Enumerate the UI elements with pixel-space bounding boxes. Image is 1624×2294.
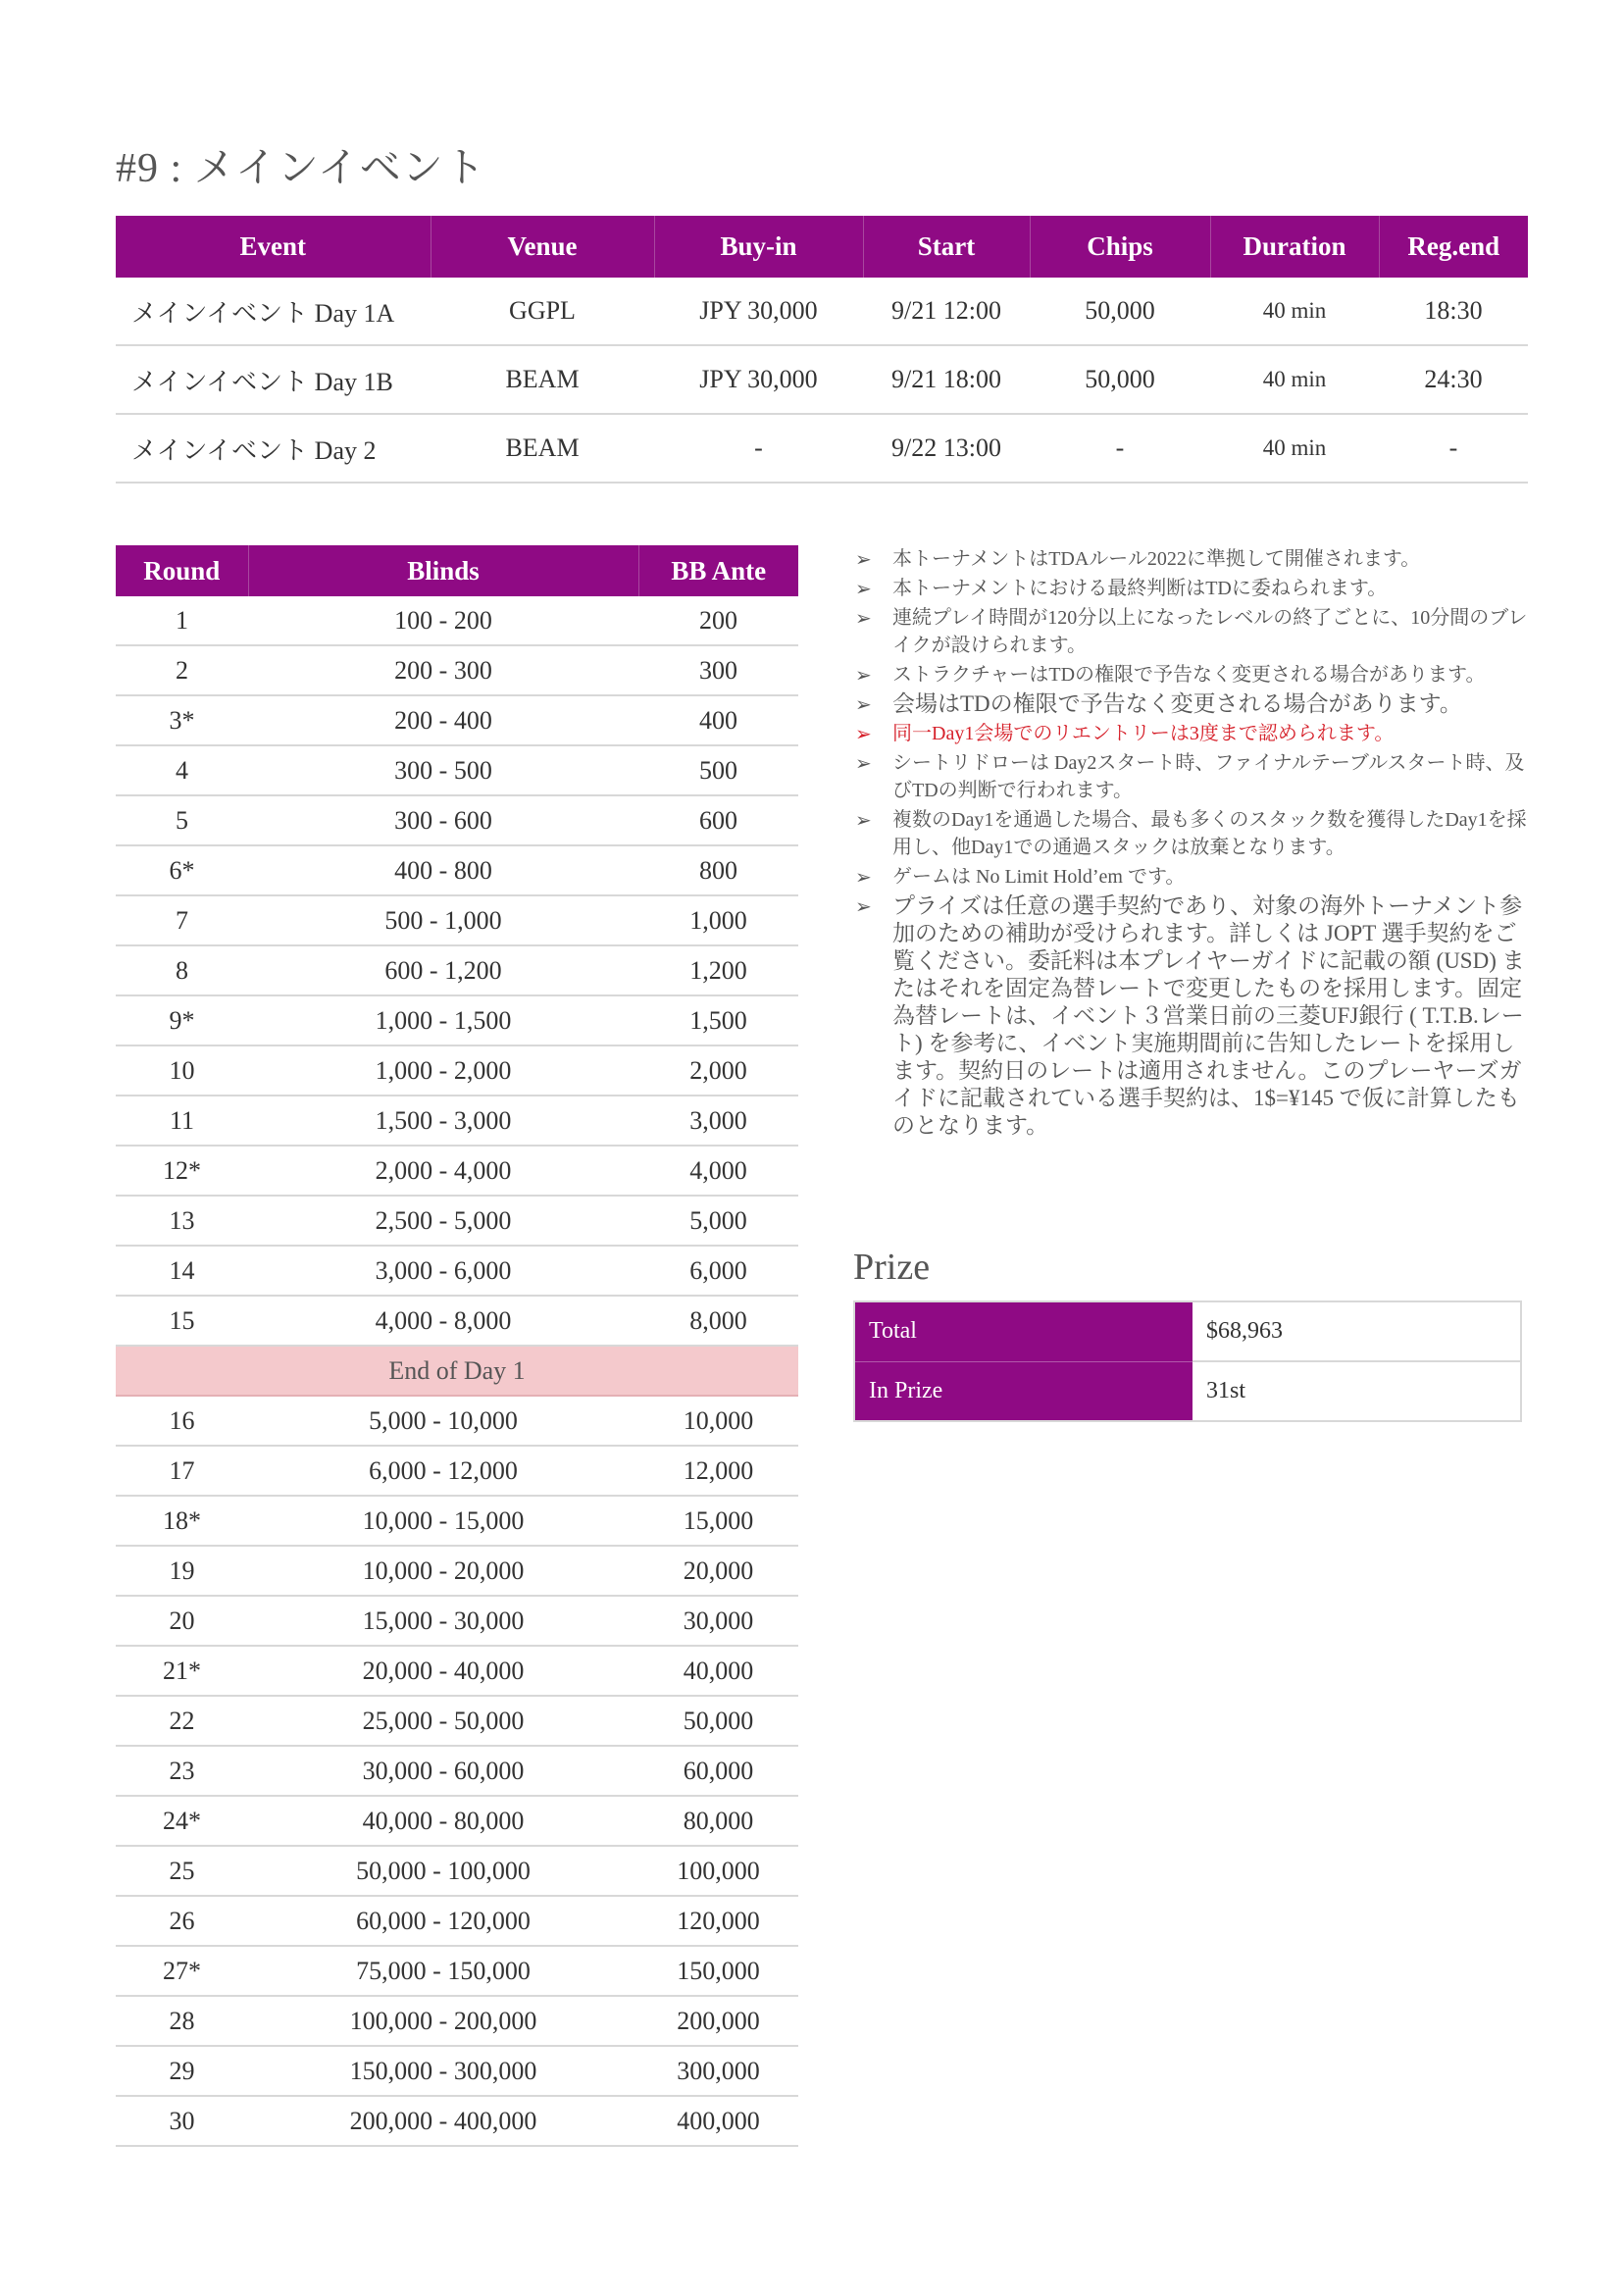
bb-ante-cell: 1,500 <box>638 995 798 1045</box>
event-duration: 40 min <box>1210 414 1379 483</box>
prize-total-row <box>854 1301 1521 1361</box>
round-cell: 11 <box>116 1096 248 1146</box>
col-header-bb-ante: BB Ante <box>638 545 798 596</box>
blinds-cell: 50,000 - 100,000 <box>248 1846 638 1896</box>
bb-ante-cell: 120,000 <box>638 1896 798 1946</box>
note-item <box>853 806 1530 861</box>
round-cell: 28 <box>116 1996 248 2046</box>
round-cell: 27* <box>116 1946 248 1996</box>
structure-table-header <box>116 545 798 596</box>
prize-total-value: $68,963 <box>1193 1301 1521 1361</box>
col-header-round: Round <box>116 545 248 596</box>
event-venue: GGPL <box>431 278 654 345</box>
event-start: 9/21 12:00 <box>863 278 1030 345</box>
table-row <box>116 795 798 845</box>
blinds-cell: 30,000 - 60,000 <box>248 1746 638 1796</box>
bb-ante-cell: 80,000 <box>638 1796 798 1846</box>
round-cell: 12* <box>116 1146 248 1196</box>
round-cell: 8 <box>116 945 248 995</box>
table-row <box>116 1246 798 1296</box>
table-row <box>116 1946 798 1996</box>
table-row <box>116 1596 798 1646</box>
blinds-cell: 1,000 - 1,500 <box>248 995 638 1045</box>
prize-total-label: Total <box>854 1301 1193 1361</box>
round-cell: 25 <box>116 1846 248 1896</box>
arrow-bullet-icon: ➢ <box>855 606 872 630</box>
blinds-cell: 400 - 800 <box>248 845 638 895</box>
table-row <box>116 1396 798 1446</box>
note-item <box>853 604 1530 659</box>
round-cell: 20 <box>116 1596 248 1646</box>
round-cell: 21* <box>116 1646 248 1696</box>
bb-ante-cell: 5,000 <box>638 1196 798 1246</box>
blinds-cell: 25,000 - 50,000 <box>248 1696 638 1746</box>
bb-ante-cell: 1,000 <box>638 895 798 945</box>
round-cell: 30 <box>116 2096 248 2146</box>
note-item <box>853 863 1530 891</box>
table-row <box>116 995 798 1045</box>
note-text: 本トーナメントにおける最終判断はTDに委ねられます。 <box>892 578 1388 599</box>
table-row <box>116 845 798 895</box>
bb-ante-cell: 500 <box>638 745 798 795</box>
bb-ante-cell: 400 <box>638 695 798 745</box>
blinds-cell: 200,000 - 400,000 <box>248 2096 638 2146</box>
event-name: メインイベント Day 1A <box>116 278 431 345</box>
bb-ante-cell: 300 <box>638 645 798 695</box>
note-item <box>853 575 1530 602</box>
event-duration: 40 min <box>1210 278 1379 345</box>
event-duration: 40 min <box>1210 345 1379 414</box>
event-start: 9/22 13:00 <box>863 414 1030 483</box>
bb-ante-cell: 600 <box>638 795 798 845</box>
col-header-event: Event <box>116 216 431 278</box>
note-text: 連続プレイ時間が120分以上になったレベルの終了ごとに、10分間のブレイクが設けられます。 <box>892 607 1528 656</box>
col-header-buyin: Buy-in <box>654 216 863 278</box>
table-row <box>116 2096 798 2146</box>
blinds-cell: 4,000 - 8,000 <box>248 1296 638 1346</box>
blinds-cell: 100 - 200 <box>248 596 638 645</box>
page-title: #9 : メインイベント <box>116 146 486 191</box>
col-header-regend: Reg.end <box>1379 216 1528 278</box>
table-row <box>116 1896 798 1946</box>
table-row <box>116 1496 798 1546</box>
blinds-cell: 3,000 - 6,000 <box>248 1246 638 1296</box>
structure-table-body <box>116 596 798 2146</box>
blinds-cell: 2,500 - 5,000 <box>248 1196 638 1246</box>
blinds-cell: 200 - 300 <box>248 645 638 695</box>
note-item <box>853 690 1530 718</box>
col-header-duration: Duration <box>1210 216 1379 278</box>
blinds-cell: 5,000 - 10,000 <box>248 1396 638 1446</box>
round-cell: 18* <box>116 1496 248 1546</box>
bb-ante-cell: 200 <box>638 596 798 645</box>
table-row <box>116 1746 798 1796</box>
note-text: プライズは任意の選手契約であり、対象の海外トーナメント参加のための補助が受けられます。詳しくは JOPT 選手契約をご覧ください。委託料は本プレイヤーガイドに記載の額 (USD) またはそれを固定為替レートで変更したものを採用します。固定為替レートは、イベント３営業日前の三菱UFJ銀行 ( T.T.B.レート) を参考に、イベント実施期間前に告知したレートを採用します。契約日のレートは適用されません。このプレーヤーズガイドに記載されている選手契約は、1$=¥145 で仮に計算したものとなります。 <box>892 893 1525 1138</box>
note-item <box>853 720 1530 747</box>
table-row <box>116 695 798 745</box>
blinds-cell: 150,000 - 300,000 <box>248 2046 638 2096</box>
round-cell: 14 <box>116 1246 248 1296</box>
event-venue: BEAM <box>431 414 654 483</box>
event-table-header <box>116 216 1528 278</box>
event-table <box>116 216 1528 484</box>
end-of-day-label: End of Day 1 <box>116 1346 798 1396</box>
bb-ante-cell: 30,000 <box>638 1596 798 1646</box>
prize-title: Prize <box>853 1247 931 1288</box>
blinds-cell: 200 - 400 <box>248 695 638 745</box>
round-cell: 19 <box>116 1546 248 1596</box>
table-row <box>116 1446 798 1496</box>
note-text: ゲームは No Limit Hold’em です。 <box>892 866 1186 888</box>
note-text: 同一Day1会場でのリエントリーは3度まで認められます。 <box>892 723 1395 744</box>
note-text: シートリドローは Day2スタート時、ファイナルテーブルスタート時、及びTDの判断で行われます。 <box>892 752 1525 801</box>
bb-ante-cell: 15,000 <box>638 1496 798 1546</box>
table-row <box>116 1045 798 1096</box>
round-cell: 15 <box>116 1296 248 1346</box>
event-chips: 50,000 <box>1030 278 1210 345</box>
bb-ante-cell: 2,000 <box>638 1045 798 1096</box>
bb-ante-cell: 60,000 <box>638 1746 798 1796</box>
blinds-cell: 10,000 - 20,000 <box>248 1546 638 1596</box>
bb-ante-cell: 50,000 <box>638 1696 798 1746</box>
bb-ante-cell: 12,000 <box>638 1446 798 1496</box>
round-cell: 16 <box>116 1396 248 1446</box>
bb-ante-cell: 6,000 <box>638 1246 798 1296</box>
table-row <box>116 945 798 995</box>
table-row <box>116 745 798 795</box>
blinds-cell: 600 - 1,200 <box>248 945 638 995</box>
round-cell: 24* <box>116 1796 248 1846</box>
blind-structure-table <box>116 545 798 2147</box>
blinds-cell: 15,000 - 30,000 <box>248 1596 638 1646</box>
blinds-cell: 1,000 - 2,000 <box>248 1045 638 1096</box>
table-row <box>116 1996 798 2046</box>
note-item <box>853 661 1530 688</box>
round-cell: 10 <box>116 1045 248 1096</box>
note-item <box>853 892 1530 1140</box>
event-name: メインイベント Day 1B <box>116 345 431 414</box>
event-chips: 50,000 <box>1030 345 1210 414</box>
blinds-cell: 60,000 - 120,000 <box>248 1896 638 1946</box>
bb-ante-cell: 40,000 <box>638 1646 798 1696</box>
end-of-day-row <box>116 1346 798 1396</box>
table-row <box>116 278 1528 345</box>
table-row <box>116 1696 798 1746</box>
round-cell: 4 <box>116 745 248 795</box>
note-text: 会場はTDの権限で予告なく変更される場合があります。 <box>892 691 1462 716</box>
table-row <box>116 1796 798 1846</box>
arrow-bullet-icon: ➢ <box>855 751 872 775</box>
arrow-bullet-icon: ➢ <box>855 865 872 889</box>
note-text: 複数のDay1を通過した場合、最も多くのスタック数を獲得したDay1を採用し、他Day1での通過スタックは放棄となります。 <box>892 809 1527 858</box>
event-chips: - <box>1030 414 1210 483</box>
bb-ante-cell: 800 <box>638 845 798 895</box>
table-row <box>116 1846 798 1896</box>
event-buyin: JPY 30,000 <box>654 345 863 414</box>
round-cell: 9* <box>116 995 248 1045</box>
blinds-cell: 20,000 - 40,000 <box>248 1646 638 1696</box>
note-item <box>853 749 1530 804</box>
table-row <box>116 345 1528 414</box>
event-buyin: JPY 30,000 <box>654 278 863 345</box>
event-regend: - <box>1379 414 1528 483</box>
blinds-cell: 100,000 - 200,000 <box>248 1996 638 2046</box>
table-row <box>116 1146 798 1196</box>
arrow-bullet-icon: ➢ <box>855 577 872 600</box>
blinds-cell: 10,000 - 15,000 <box>248 1496 638 1546</box>
event-regend: 24:30 <box>1379 345 1528 414</box>
rules-notes-list <box>853 545 1530 1142</box>
round-cell: 2 <box>116 645 248 695</box>
round-cell: 13 <box>116 1196 248 1246</box>
blinds-cell: 75,000 - 150,000 <box>248 1946 638 1996</box>
round-cell: 22 <box>116 1696 248 1746</box>
table-row <box>116 1546 798 1596</box>
blinds-cell: 300 - 500 <box>248 745 638 795</box>
blinds-cell: 300 - 600 <box>248 795 638 845</box>
bb-ante-cell: 8,000 <box>638 1296 798 1346</box>
event-regend: 18:30 <box>1379 278 1528 345</box>
arrow-bullet-icon: ➢ <box>855 808 872 832</box>
bb-ante-cell: 150,000 <box>638 1946 798 1996</box>
table-row <box>116 1096 798 1146</box>
arrow-bullet-icon: ➢ <box>855 692 872 716</box>
round-cell: 23 <box>116 1746 248 1796</box>
table-row <box>116 2046 798 2096</box>
table-row <box>116 645 798 695</box>
round-cell: 7 <box>116 895 248 945</box>
round-cell: 6* <box>116 845 248 895</box>
prize-in-prize-row <box>854 1361 1521 1421</box>
event-name: メインイベント Day 2 <box>116 414 431 483</box>
bb-ante-cell: 100,000 <box>638 1846 798 1896</box>
round-cell: 29 <box>116 2046 248 2096</box>
table-row <box>116 895 798 945</box>
prize-in-prize-value: 31st <box>1193 1361 1521 1421</box>
prize-table <box>853 1300 1522 1422</box>
arrow-bullet-icon: ➢ <box>855 547 872 571</box>
round-cell: 26 <box>116 1896 248 1946</box>
col-header-chips: Chips <box>1030 216 1210 278</box>
bb-ante-cell: 10,000 <box>638 1396 798 1446</box>
table-row <box>116 596 798 645</box>
col-header-blinds: Blinds <box>248 545 638 596</box>
table-row <box>116 414 1528 483</box>
bb-ante-cell: 3,000 <box>638 1096 798 1146</box>
bb-ante-cell: 4,000 <box>638 1146 798 1196</box>
table-row <box>116 1646 798 1696</box>
bb-ante-cell: 300,000 <box>638 2046 798 2096</box>
table-row <box>116 1196 798 1246</box>
round-cell: 17 <box>116 1446 248 1496</box>
blinds-cell: 2,000 - 4,000 <box>248 1146 638 1196</box>
event-venue: BEAM <box>431 345 654 414</box>
arrow-bullet-icon: ➢ <box>855 894 872 918</box>
event-buyin: - <box>654 414 863 483</box>
bb-ante-cell: 400,000 <box>638 2096 798 2146</box>
arrow-bullet-icon: ➢ <box>855 663 872 687</box>
blinds-cell: 1,500 - 3,000 <box>248 1096 638 1146</box>
blinds-cell: 6,000 - 12,000 <box>248 1446 638 1496</box>
round-cell: 3* <box>116 695 248 745</box>
table-row <box>116 1296 798 1346</box>
col-header-start: Start <box>863 216 1030 278</box>
bb-ante-cell: 1,200 <box>638 945 798 995</box>
col-header-venue: Venue <box>431 216 654 278</box>
prize-in-prize-label: In Prize <box>854 1361 1193 1421</box>
blinds-cell: 500 - 1,000 <box>248 895 638 945</box>
note-text: 本トーナメントはTDAルール2022に準拠して開催されます。 <box>892 548 1421 570</box>
bb-ante-cell: 20,000 <box>638 1546 798 1596</box>
bb-ante-cell: 200,000 <box>638 1996 798 2046</box>
blinds-cell: 40,000 - 80,000 <box>248 1796 638 1846</box>
note-item <box>853 545 1530 573</box>
round-cell: 5 <box>116 795 248 845</box>
arrow-bullet-icon: ➢ <box>855 722 872 745</box>
event-start: 9/21 18:00 <box>863 345 1030 414</box>
note-text: ストラクチャーはTDの権限で予告なく変更される場合があります。 <box>892 664 1486 686</box>
round-cell: 1 <box>116 596 248 645</box>
